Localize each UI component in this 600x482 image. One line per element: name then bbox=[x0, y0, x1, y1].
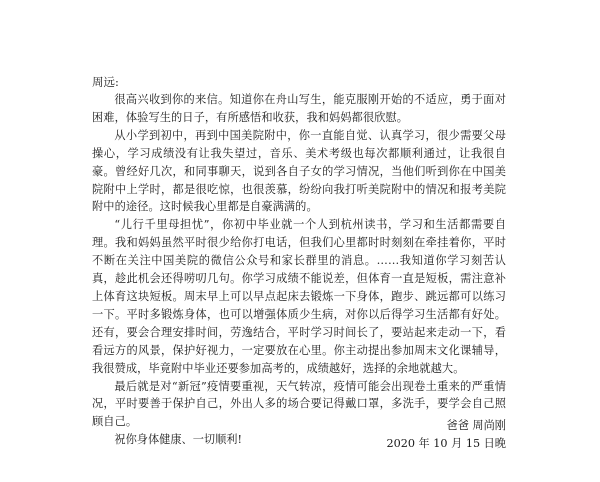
letter-body bbox=[92, 91, 506, 449]
letter-paragraph: 从小学到初中，再到中国美院附中，你一直能自觉、认真学习，很少需要父母操心，学习成绩没有让我失望过，音乐、美术考级也每次都顺利通过，让我很自豪。曾经好几次，和同事聊天，说到各自子女的学习情况，当他们听到你在中国美院附中上学时，都是很吃惊，也很羡慕，纷纷向我打听美院附中的情况和报考美院附中的途径。这时候我心里都是自豪满满的。 bbox=[92, 128, 506, 214]
letter-paragraph: “儿行千里母担忧”，你初中毕业就一个人到杭州读书，学习和生活都需要自理。我和妈妈虽然平时很少给你打电话，但我们心里都时时刻刻在牵挂着你，平时不断在关注中国美院的微信公众号和家长群里的消息。……我知道你学习刻苦认真，趁此机会还得唠叨几句。你学习成绩不能说差，但体育一直是短板，需注意补上体育这块短板。周末早上可以早点起床去锻炼一下身体，跑步、跳远都可以练习一下。平时多锻炼身体，也可以增强体质少生病，对你以后得学习生活都有好处。还有，要会合理安排时间，劳逸结合，平时学习时间长了，要站起来走动一下，看看远方的风景，保护好视力，一定要放在心里。你主动提出参加周末文化课辅导，我很赞成，毕竟附中毕业还要参加高考的，成绩越好，选择的余地就越大。 bbox=[92, 218, 506, 375]
letter-paragraph: 最后就是对“新冠”疫情要重视，天气转凉，疫情可能会出现卷土重来的严重情况，平时要善于保护自己，外出人多的场合要记得戴口罩，多洗手，要学会自己照顾自己。 bbox=[92, 379, 506, 429]
letter-salutation: 周远: bbox=[92, 75, 119, 89]
letter-closing: 祝你身体健康、一切顺利! bbox=[114, 433, 242, 447]
letter-date: 2020 年 10 月 15 日晚 bbox=[386, 437, 506, 450]
letter-signature: 爸爸 周尚刚 bbox=[446, 419, 506, 432]
letter-paragraph: 很高兴收到你的来信。知道你在舟山写生，能克服刚开始的不适应，勇于面对困难，体验写生的日子，有所感悟和收获，我和妈妈都很欣慰。 bbox=[92, 93, 506, 124]
